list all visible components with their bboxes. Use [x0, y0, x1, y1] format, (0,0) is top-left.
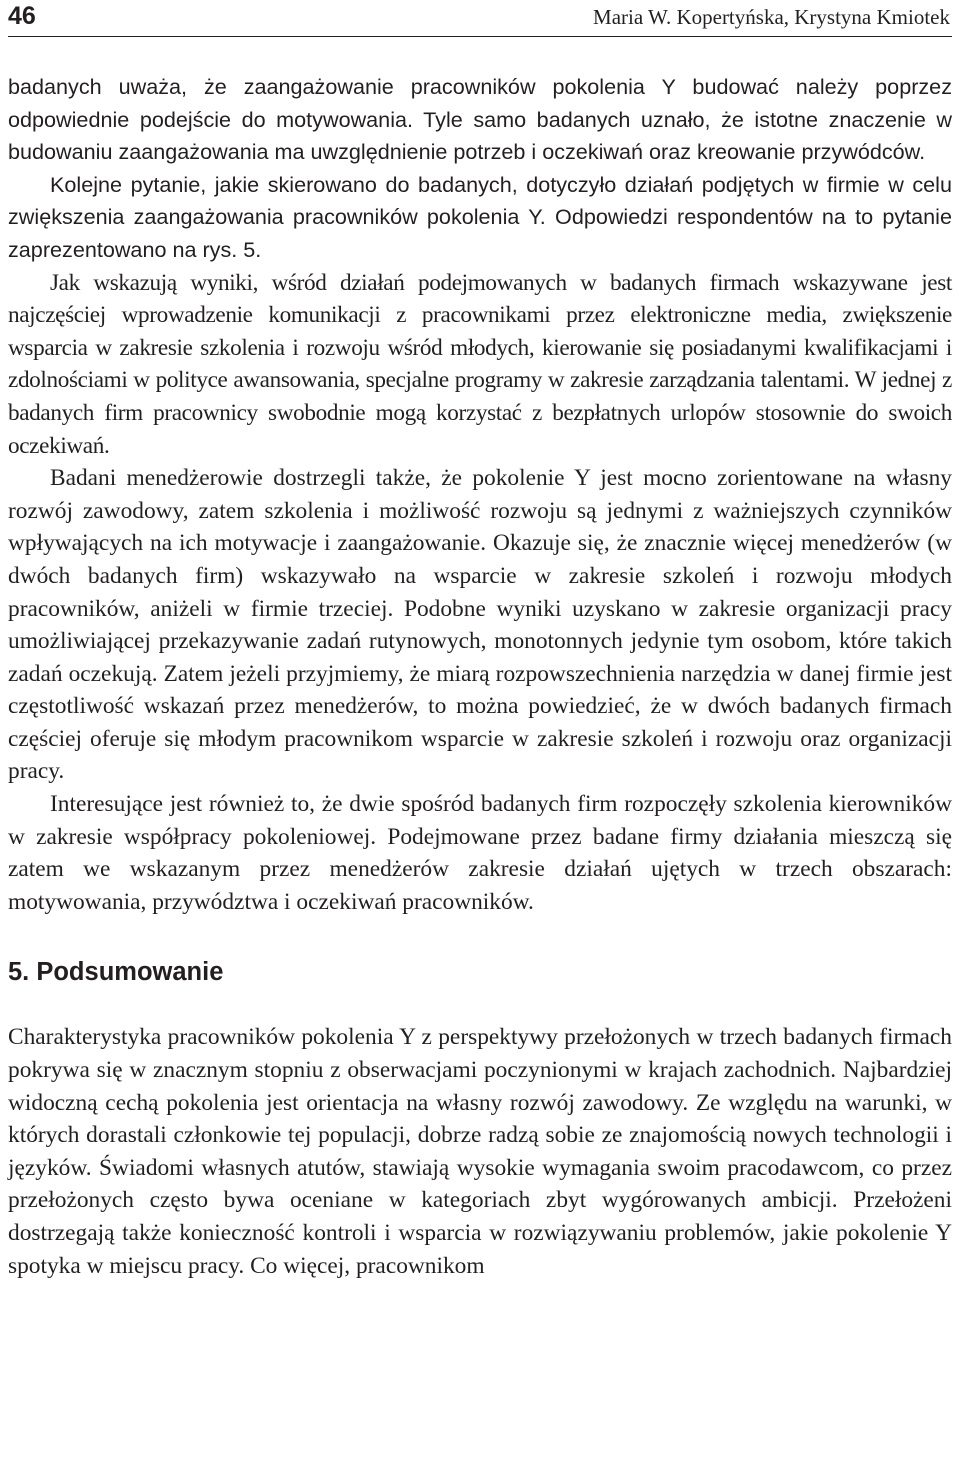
running-header-authors: Maria W. Kopertyńska, Krystyna Kmiotek	[593, 5, 950, 29]
paragraph: badanych uważa, że zaangażowanie pracowników pokolenia Y budować należy poprzez odpowiednie podejście do motywowania. Tyle samo badanych uznało, że istotne znaczenie w budowaniu zaangażowania ma uwzględnienie potrzeb i oczekiwań oraz kreowanie przywódców.	[8, 74, 952, 165]
paragraph: Kolejne pytanie, jakie skierowano do badanych, dotyczyło działań podjętych w firmie w celu zwiększenia zaangażowania pracowników pokolenia Y. Odpowiedzi respondentów na to pytanie zaprezentowano na rys. 5.	[8, 171, 952, 262]
paragraph: Charakterystyka pracowników pokolenia Y z perspektywy przełożonych w trzech badanych firmach pokrywa się w znacznym stopniu z obserwacjami poczynionymi w krajach zachodnich. Najbardziej widoczną cechą pokolenia jest orientacja na własny rozwój zawodowy. Ze względu na warunki, w których dorastali członkowie tej populacji, dobrze radzą sobie ze znajomością nowych technologii i języków. Świadomi własnych atutów, stawiają wysokie wymagania swoim pracodawcom, co przez przełożonych często bywa oceniane w kategoriach zbyt wygórowanych ambicji. Przełożeni dostrzegają także konieczność kontroli i wsparcia w rozwiązywaniu problemów, jakie pokolenie Y spotyka w miejscu pracy. Co więcej, pracownikom	[8, 1024, 952, 1279]
page-number: 46	[8, 2, 36, 30]
paragraph: Interesujące jest również to, że dwie spośród badanych firm rozpoczęły szkolenia kierowników w zakresie współpracy pokoleniowej. Podejmowane przez badane firmy działania mieszczą się zatem we wskazanym przez menedżerów zakresie działań ujętych w trzech obszarach: motywowania, przywództwa i oczekiwań pracowników.	[8, 791, 952, 915]
body-text	[8, 71, 952, 1282]
running-header	[8, 0, 952, 37]
paragraph: Badani menedżerowie dostrzegli także, że pokolenie Y jest mocno zorientowane na własny rozwój zawodowy, zatem szkolenia i możliwość rozwoju są jednymi z ważniejszych czynników wpływających na ich motywacje i zaangażowanie. Okazuje się, że znacznie więcej menedżerów (w dwóch badanych firm) wskazywało na wsparcie w zakresie szkoleń i rozwoju młodych pracowników, aniżeli w firmie trzeciej. Podobne wyniki uzyskano w zakresie organizacji pracy umożliwiającej przekazywanie zadań rutynowych, monotonnych jedynie tym osobom, które takich zadań oczekują. Zatem jeżeli przyjmiemy, że miarą rozpowszechnienia narzędzia w danej firmie jest częstotliwość wskazań przez menedżerów, to można powiedzieć, że w dwóch badanych firmach częściej oferuje się młodym pracownikom wsparcie w zakresie szkoleń i rozwoju oraz organizacji pracy.	[8, 465, 952, 785]
section-heading: 5. Podsumowanie	[8, 958, 224, 987]
paragraph: Jak wskazują wyniki, wśród działań podejmowanych w badanych firmach wskazywane jest najczęściej wprowadzenie komunikacji z pracownikami przez elektroniczne media, zwiększenie wsparcia w zakresie szkolenia i rozwoju wśród młodych, kierowanie się posiadanymi kwalifikacjami i zdolnościami w polityce awansowania, specjalne programy w zakresie zarządzania talentami. W jednej z badanych firm pracownicy swobodnie mogą korzystać z bezpłatnych urlopów stosownie do swoich oczekiwań.	[8, 269, 952, 459]
